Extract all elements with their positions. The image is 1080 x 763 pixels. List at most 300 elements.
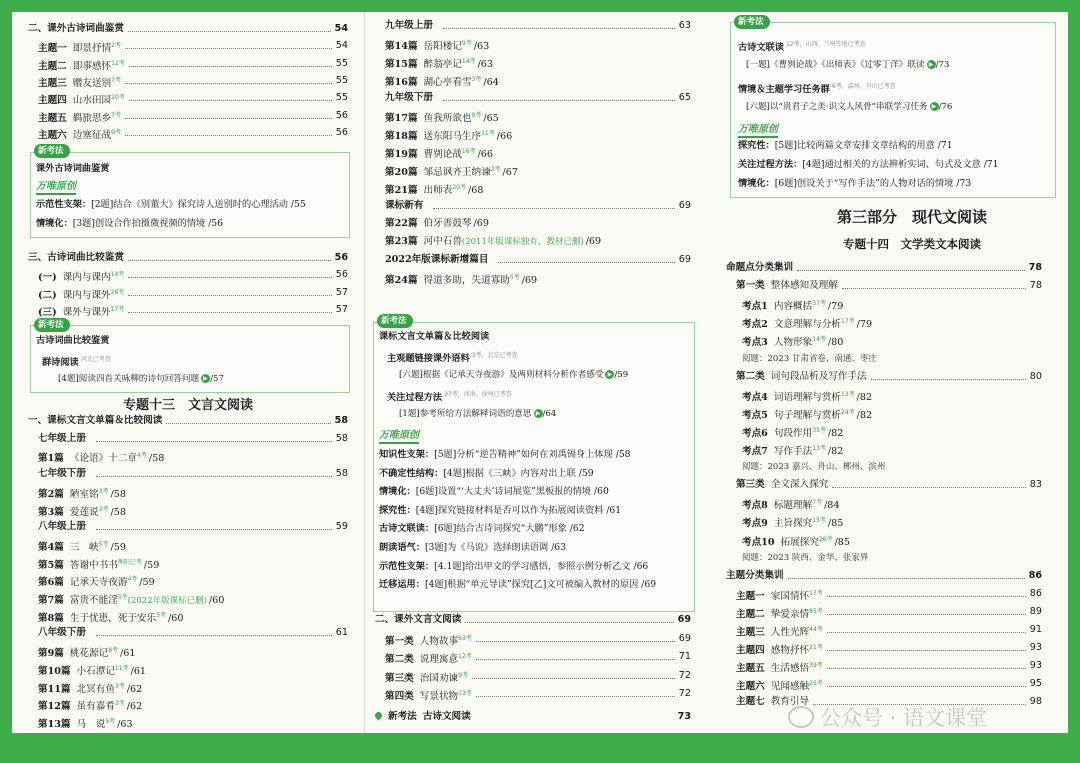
exam-count: 3考 [98, 487, 109, 495]
toc-label: 主题二 [38, 60, 67, 72]
box-item [379, 541, 566, 555]
toc-page: 59 [335, 521, 348, 533]
box-item [379, 578, 656, 592]
toc-entry [38, 73, 121, 92]
toc-row[interactable] [726, 586, 1042, 602]
exam-count: 13考 [841, 390, 855, 398]
toc-row[interactable] [726, 459, 1042, 475]
toc-row[interactable] [726, 387, 1042, 403]
toc-row[interactable] [726, 405, 1042, 421]
toc-title: 伯牙善鼓琴 [423, 218, 472, 229]
toc-title: 课外与课外 [62, 306, 111, 318]
box-subtitle-text: 群诗阅读 [42, 357, 79, 368]
toc-page: /82 [827, 427, 844, 439]
toc-page: 56 [334, 252, 348, 263]
toc-title: 北冥有鱼 [76, 683, 115, 695]
toc-row[interactable] [28, 519, 348, 535]
toc-page: /67 [502, 167, 518, 178]
toc-label: 主题四 [736, 645, 765, 657]
toc-label: 第17篇 [385, 113, 418, 124]
toc-page: 72 [678, 669, 691, 681]
box-item [738, 139, 953, 153]
toc-entry [742, 550, 868, 566]
leader-dots [128, 312, 332, 313]
toc-label: 主题四 [38, 95, 67, 107]
middle-page [364, 12, 718, 733]
toc-row[interactable] [726, 351, 1042, 367]
toc-row[interactable] [375, 686, 691, 702]
toc-page: 56 [335, 109, 348, 121]
toc-entry [736, 477, 828, 493]
box-item [379, 560, 648, 574]
toc-row[interactable] [375, 108, 691, 124]
exam-count: 26考 [818, 535, 833, 543]
toc-title: 句子理解与赏析 [773, 409, 842, 421]
toc-page: /58 [148, 453, 165, 465]
toc-entry [385, 252, 494, 268]
watermark-text: 公众号 · 语文课堂 [820, 706, 988, 730]
toc-row[interactable] [28, 285, 348, 301]
toc-row[interactable] [726, 622, 1042, 638]
toc-label: 第5篇 [38, 559, 64, 571]
exam-count: 5考 [105, 717, 116, 725]
exam-count: 9考 [461, 40, 472, 47]
note-text: [一题]《曹刿论战》《出师表》《过零丁洋》联读 [746, 60, 925, 70]
toc-row[interactable] [28, 38, 348, 54]
new-method-row[interactable] [375, 709, 691, 725]
toc-row[interactable] [726, 332, 1042, 348]
toc-page: /66 [496, 131, 513, 142]
leader-dots [166, 423, 331, 424]
leader-dots [96, 635, 332, 636]
toc-entry [742, 532, 850, 551]
toc-page: 63 [678, 20, 691, 31]
toc-entry [38, 572, 155, 591]
toc-row[interactable] [28, 696, 348, 712]
wechat-icon [788, 706, 814, 728]
topic-heading: 专题十三 文言文阅读 [122, 398, 253, 413]
box-item-text: [5题]比较两篇文章安排文章结构的用意 [774, 140, 935, 151]
toc-title: 河中石兽 [423, 236, 462, 247]
toc-title: 见闻感触 [770, 681, 810, 693]
new-method-label: 新考法 [388, 711, 417, 722]
toc-row[interactable] [28, 537, 348, 553]
toc-label: 考点9 [742, 518, 768, 530]
toc-page: 56 [335, 269, 348, 281]
box-subtitle-note: 3考，北京已考查 [471, 352, 518, 359]
toc-title: 得道多助，失道寡助 [423, 275, 510, 286]
toc-row[interactable] [28, 679, 348, 695]
toc-label: 2022年版课标新增篇目 [385, 254, 489, 265]
toc-row[interactable] [28, 608, 348, 624]
toc-page: 69 [677, 614, 691, 625]
toc-label: 二、课外古诗词曲鉴赏 [28, 23, 124, 34]
box-item-label: 情境化： [738, 178, 775, 189]
toc-title: 马 说 [76, 718, 106, 730]
toc-entry [38, 108, 121, 127]
toc-label: 主题一 [38, 43, 67, 55]
leader-dots [128, 277, 332, 278]
exam-note [746, 58, 949, 72]
toc-entry [385, 72, 499, 91]
toc-page: /85 [827, 518, 844, 530]
toc-row[interactable] [28, 555, 348, 571]
toc-row[interactable] [726, 568, 1042, 584]
exam-count: 39考 [809, 662, 823, 670]
toc-row[interactable] [726, 423, 1042, 439]
toc-title: 富贵不能淫 [69, 595, 118, 606]
toc-row[interactable] [375, 90, 691, 106]
leader-dots [125, 118, 332, 119]
leader-dots [827, 632, 1026, 633]
leader-dots [128, 260, 331, 261]
toc-row[interactable] [726, 676, 1042, 692]
brand-label: 万唯原创 [379, 430, 419, 444]
toc-page: 54 [334, 23, 348, 34]
exam-note [399, 407, 556, 421]
arrow-icon: ▶ [201, 374, 210, 383]
toc-title: 鱼我所欲也 [423, 113, 472, 124]
toc-entry [38, 679, 142, 698]
exam-count: 14考 [110, 271, 125, 279]
brand-label: 万唯原创 [738, 124, 778, 138]
exam-count: 25考 [809, 680, 823, 688]
box-item-page: /56 [208, 218, 223, 229]
toc-page: 78 [1029, 280, 1042, 292]
toc-label: 考点2 [742, 319, 768, 331]
leader-dots [128, 31, 331, 32]
box-subtitle-note: 河北已考查 [80, 356, 111, 363]
toc-entry [38, 537, 126, 556]
toc-label: 第1篇 [38, 453, 64, 465]
box-subtitle-text: 课外古诗词曲鉴赏 [36, 163, 110, 174]
toc-page: 56 [335, 126, 348, 138]
exam-note [58, 372, 224, 386]
exam-count: 9考 [458, 671, 468, 679]
box-item-label: 探究性： [379, 504, 416, 516]
toc-page: /61 [120, 648, 136, 660]
exam-note [399, 368, 628, 382]
toc-title: 小石潭记 [76, 665, 115, 677]
new-method-badge: 新考法 [377, 314, 413, 328]
toc-label: 主题六 [38, 129, 67, 141]
pin-icon [374, 711, 384, 721]
leader-dots [125, 83, 332, 84]
toc-entry [38, 38, 121, 57]
exam-count: 26考 [110, 288, 125, 296]
toc-label: 考点3 [742, 337, 768, 349]
box-item [379, 485, 609, 499]
toc-row[interactable] [726, 658, 1042, 674]
toc-page: /65 [483, 113, 499, 124]
toc-row[interactable] [375, 668, 691, 684]
toc-entry [385, 162, 518, 181]
exam-count: 7考 [111, 111, 121, 119]
toc-page: 55 [335, 57, 348, 69]
toc-row[interactable] [375, 649, 691, 665]
brand-label: 万唯原创 [36, 181, 76, 195]
toc-page: /63 [117, 718, 133, 730]
toc-row[interactable] [375, 198, 691, 214]
toc-title: 感物抒怀 [770, 645, 810, 657]
toc-note: (2011年版课标独有，教材已删) [461, 237, 584, 247]
toc-title: 整体感知及理解 [770, 280, 838, 292]
toc-label: 第18篇 [385, 131, 418, 142]
toc-row[interactable] [726, 369, 1042, 385]
toc-entry [38, 590, 224, 609]
toc-label: 考点1 [742, 301, 768, 313]
box-item-text: [4题]探究链接材料是否可以作为拓展阅读资料 [415, 504, 604, 516]
toc-page: /69 [473, 218, 489, 229]
arrow-icon: ▶ [927, 60, 936, 69]
toc-page: /59 [143, 559, 160, 571]
box-item-page: /66 [633, 560, 649, 572]
toc-row[interactable] [375, 180, 691, 196]
note-text: [1题]参考所给方法解释词语的意思 [399, 409, 532, 419]
exam-note [746, 100, 952, 114]
toc-row[interactable] [375, 162, 691, 178]
toc-row[interactable] [375, 270, 691, 286]
toc-row[interactable] [375, 36, 691, 52]
toc-entry [38, 125, 121, 144]
toc-row[interactable] [375, 18, 691, 34]
toc-title: 词句段品析及写作手法 [770, 370, 867, 382]
exam-count: 17考 [841, 318, 855, 326]
toc-row[interactable] [726, 640, 1042, 656]
toc-row[interactable] [375, 234, 691, 250]
toc-label: 第7篇 [38, 595, 64, 606]
toc-page: 71 [678, 651, 691, 662]
toc-note: (2022年版课标已删) [127, 596, 207, 606]
toc-row[interactable] [28, 431, 348, 447]
toc-row[interactable] [726, 477, 1042, 493]
box-item [379, 522, 585, 536]
toc-title: 醉翁亭记 [423, 59, 462, 70]
toc-row[interactable] [28, 502, 348, 518]
box-subtitle-text: 古诗词曲比较鉴赏 [36, 335, 110, 346]
box-subtitle [738, 80, 896, 97]
leader-dots [476, 659, 675, 660]
toc-row[interactable] [726, 296, 1042, 312]
toc-page: /84 [824, 500, 840, 512]
toc-entry [385, 90, 439, 106]
toc-page: /79 [827, 301, 844, 313]
toc-page: /62 [126, 701, 143, 713]
toc-entry [385, 631, 472, 650]
toc-label: 第四类 [385, 691, 414, 702]
toc-row[interactable] [726, 513, 1042, 529]
toc-entry [385, 144, 493, 163]
toc-row[interactable] [726, 278, 1042, 294]
toc-row[interactable] [28, 125, 348, 141]
toc-label: 第21篇 [385, 185, 418, 196]
toc-page: 91 [1029, 624, 1042, 635]
exam-count: 8考 [108, 647, 119, 655]
toc-title: 说理寓意 [419, 654, 459, 665]
toc-row[interactable] [28, 661, 348, 677]
toc-label: 八年级下册 [38, 627, 86, 639]
toc-row[interactable] [375, 54, 691, 70]
toc-page: 55 [335, 92, 348, 104]
toc-row[interactable] [28, 625, 348, 641]
toc-page: 73 [677, 711, 691, 722]
box-item-page: /71 [983, 159, 999, 170]
toc-entry [38, 90, 125, 109]
toc-label: 九年级上册 [385, 20, 433, 31]
box-item [379, 448, 631, 462]
toc-row[interactable] [28, 267, 348, 283]
box-item-label: 探究性： [738, 140, 775, 151]
toc-title: 曹刿论战 [423, 149, 462, 160]
toc-row[interactable] [375, 216, 691, 232]
toc-page: 65 [678, 92, 691, 103]
toc-row[interactable] [28, 448, 348, 464]
toc-entry [742, 423, 843, 442]
leader-dots [842, 288, 1026, 289]
toc-title: 即景抒情 [72, 43, 112, 55]
toc-row[interactable] [726, 260, 1042, 276]
toc-row[interactable] [726, 314, 1042, 330]
toc-row[interactable] [28, 413, 348, 429]
toc-row[interactable] [28, 572, 348, 588]
toc-label: 三、古诗词曲比较鉴赏 [28, 252, 124, 263]
toc-row[interactable] [726, 604, 1042, 620]
toc-row[interactable] [726, 495, 1042, 511]
toc-page: /82 [827, 446, 844, 457]
toc-title: 答谢中书书 [69, 559, 118, 571]
toc-page: /68 [467, 185, 484, 196]
box-item-page: /71 [937, 140, 953, 151]
toc-page: 58 [335, 432, 348, 444]
toc-title: 送东阳马生序 [423, 131, 482, 142]
exam-count: 14考 [461, 58, 476, 65]
toc-entry [742, 332, 843, 351]
toc-title: 人物故事 [419, 635, 459, 647]
leader-dots [827, 596, 1026, 597]
toc-label: 第6篇 [38, 577, 64, 589]
toc-entry [736, 369, 867, 385]
toc-row[interactable] [28, 56, 348, 72]
exam-count: 85考 [809, 607, 823, 615]
toc-label: 命题点分类集训 [726, 262, 794, 273]
toc-row[interactable] [375, 631, 691, 647]
box-item-page: /58 [615, 449, 631, 460]
toc-label: (一) [38, 272, 57, 284]
toc-title: 阅题：2023 陕西、金华、张家界 [742, 552, 869, 563]
toc-row[interactable] [375, 72, 691, 88]
left-page [12, 12, 364, 733]
exam-count: 2考 [490, 166, 501, 173]
toc-page: /79 [856, 319, 873, 331]
toc-entry [28, 413, 162, 429]
toc-row[interactable] [726, 441, 1042, 457]
toc-title: 句段作用 [773, 427, 813, 439]
toc-entry [736, 586, 823, 605]
toc-label: 第8篇 [38, 612, 64, 624]
toc-row[interactable] [28, 21, 348, 37]
toc-label: 考点6 [742, 427, 768, 439]
toc-row[interactable] [28, 250, 348, 266]
toc-row[interactable] [28, 590, 348, 606]
exam-count: 衡阳已考 [117, 558, 142, 566]
toc-entry [385, 234, 601, 250]
toc-entry [38, 643, 136, 662]
exam-count: 7考 [111, 76, 121, 84]
toc-row[interactable] [28, 466, 348, 482]
toc-row[interactable] [28, 90, 348, 106]
box-item-label: 示范性支架： [36, 199, 92, 210]
toc-entry [736, 622, 823, 641]
toc-row[interactable] [28, 643, 348, 659]
toc-row[interactable] [28, 484, 348, 500]
exam-count: 24考 [841, 408, 855, 416]
exam-count: 21考 [809, 644, 823, 652]
toc-page: 54 [335, 40, 348, 52]
toc-label: 第19篇 [385, 149, 418, 160]
toc-title: 即事感怀 [72, 60, 112, 72]
toc-page: 72 [678, 688, 691, 699]
toc-row[interactable] [726, 532, 1042, 548]
toc-row[interactable] [375, 126, 691, 142]
toc-entry [38, 285, 124, 304]
toc-row[interactable] [375, 252, 691, 268]
toc-row[interactable] [375, 144, 691, 160]
toc-label: 第13篇 [38, 718, 71, 730]
toc-row[interactable] [28, 108, 348, 124]
toc-row[interactable] [726, 550, 1042, 566]
toc-title: 课内与课外 [62, 289, 111, 301]
toc-entry [385, 126, 512, 145]
toc-label: 第14篇 [385, 41, 418, 52]
toc-label: 第9篇 [38, 648, 64, 660]
toc-row[interactable] [28, 714, 348, 730]
exam-count: 7考 [812, 499, 823, 507]
toc-entry [385, 54, 493, 73]
toc-entry [38, 608, 184, 627]
leader-dots [96, 441, 332, 442]
box-item-page: /61 [606, 504, 622, 516]
toc-entry [28, 250, 124, 266]
toc-entry [742, 495, 840, 514]
toc-label: 考点4 [742, 391, 768, 403]
toc-label: 主题分类集训 [726, 569, 784, 581]
box-subtitle-text: 关注过程方法 [387, 392, 443, 403]
toc-row[interactable] [375, 612, 691, 628]
exam-count: 12考 [458, 653, 472, 660]
toc-entry [385, 668, 468, 687]
note-page: /64 [542, 409, 557, 419]
toc-title: 生活感悟 [770, 663, 810, 675]
toc-page: 58 [335, 468, 348, 480]
leader-dots [443, 100, 675, 101]
box-item [36, 217, 223, 231]
toc-row[interactable] [28, 302, 348, 318]
box-subtitle-text: 情境＆主题学习任务群 [738, 84, 830, 95]
toc-entry [38, 466, 92, 482]
toc-page: 69 [678, 200, 691, 211]
exam-count: 15考 [812, 517, 826, 525]
toc-title: 写景状物 [419, 691, 459, 702]
toc-label: 考点5 [742, 409, 768, 421]
leader-dots [797, 270, 1025, 271]
toc-title: 人性光辉 [770, 627, 810, 638]
toc-entry [742, 351, 877, 367]
toc-page: /63 [477, 59, 494, 70]
box-subtitle [738, 38, 866, 55]
toc-label: 主题六 [736, 681, 765, 693]
toc-row[interactable] [28, 73, 348, 89]
toc-entry [385, 270, 537, 289]
